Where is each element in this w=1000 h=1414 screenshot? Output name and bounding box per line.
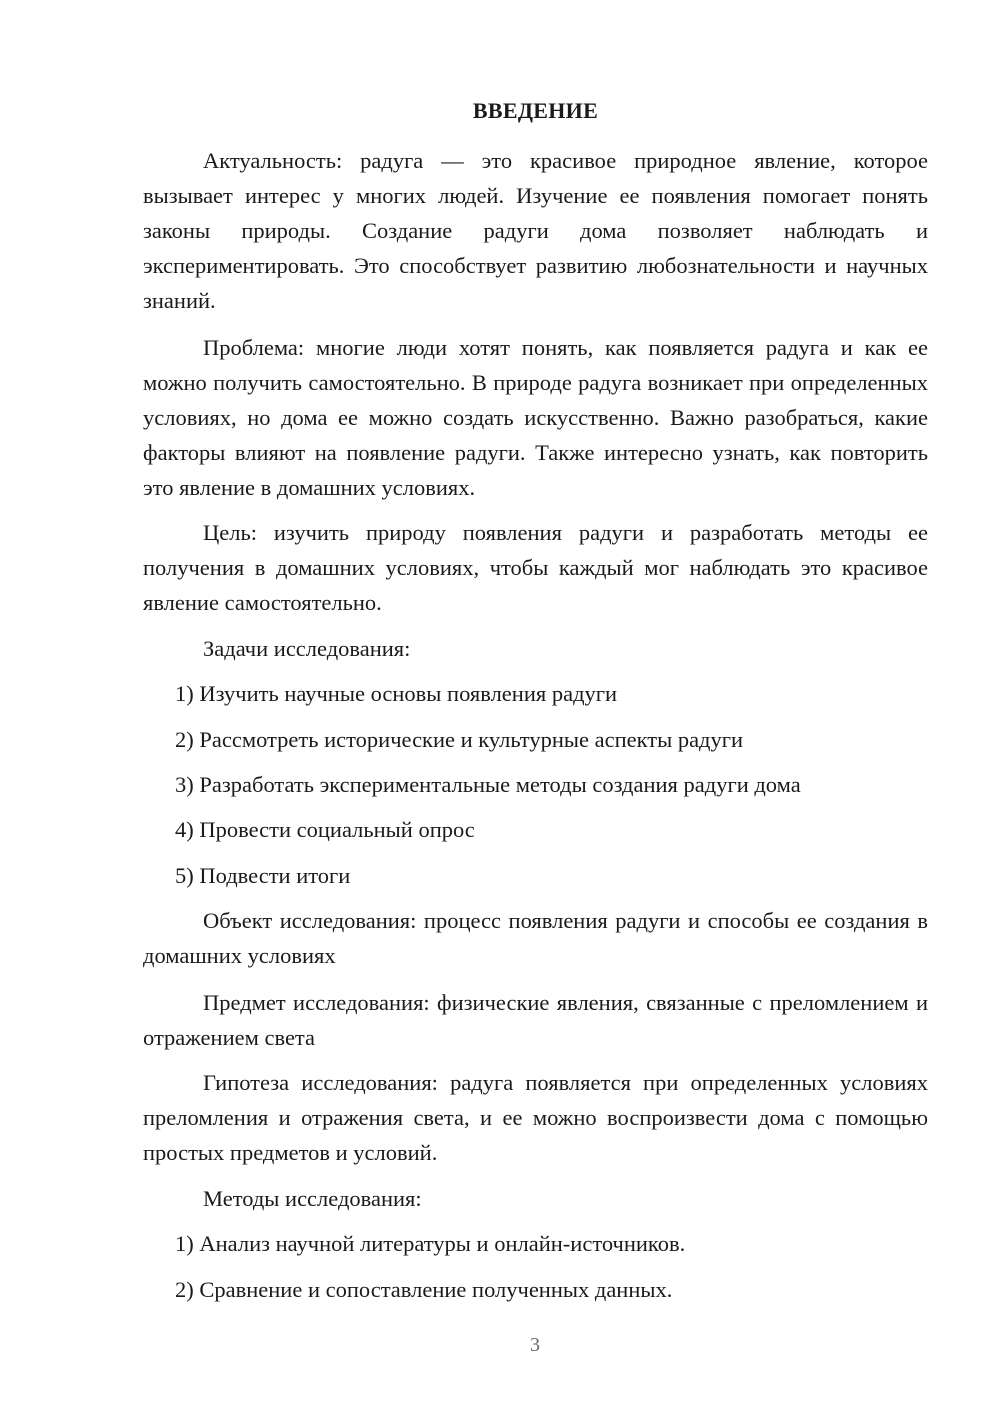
- task-item: 5) Подвести итоги: [175, 863, 351, 888]
- method-item: 2) Сравнение и сопоставление полученных данных.: [175, 1277, 673, 1302]
- task-item: 4) Провести социальный опрос: [175, 817, 475, 842]
- task-item: 1) Изучить научные основы появления радуги: [175, 681, 618, 706]
- method-item: 1) Анализ научной литературы и онлайн-источников.: [175, 1231, 686, 1256]
- tasks-title: Задачи исследования:: [203, 636, 411, 661]
- task-item: 3) Разработать экспериментальные методы создания радуги дома: [175, 772, 801, 797]
- task-item: 2) Рассмотреть исторические и культурные аспекты радуги: [175, 727, 744, 752]
- section-heading: ВВЕДЕНИЕ: [472, 98, 599, 123]
- page-number: 3: [530, 1334, 540, 1356]
- methods-title: Методы исследования:: [203, 1186, 422, 1211]
- hypothesis-paragraph: Гипотеза исследования: радуга появляется при определенных условиях преломления и отражения света, и ее можно воспроизвести дома с помощью простых предметов и условий.: [143, 1070, 928, 1165]
- relevance-paragraph: Актуальность: радуга — это красивое природное явление, которое вызывает интерес у многих людей. Изучение ее появления помогает понять законы природы. Создание радуги дома позволяет наблюдать и экспериментировать. Это способствует развитию любознательности и научных знаний.: [143, 148, 928, 313]
- subject-paragraph: Предмет исследования: физические явления, связанные с преломлением и отражением света: [143, 990, 928, 1050]
- object-paragraph: Объект исследования: процесс появления радуги и способы ее создания в домашних условиях: [143, 908, 928, 968]
- problem-paragraph: Проблема: многие люди хотят понять, как появляется радуга и как ее можно получить самостоятельно. В природе радуга возникает при определенных условиях, но дома ее можно создать искусственно. Важно разобраться, какие факторы влияют на появление радуги. Также интересно узнать, как повторить это явление в домашних условиях.: [143, 335, 928, 500]
- goal-paragraph: Цель: изучить природу появления радуги и разработать методы ее получения в домашних условиях, чтобы каждый мог наблюдать это красивое явление самостоятельно.: [143, 520, 928, 615]
